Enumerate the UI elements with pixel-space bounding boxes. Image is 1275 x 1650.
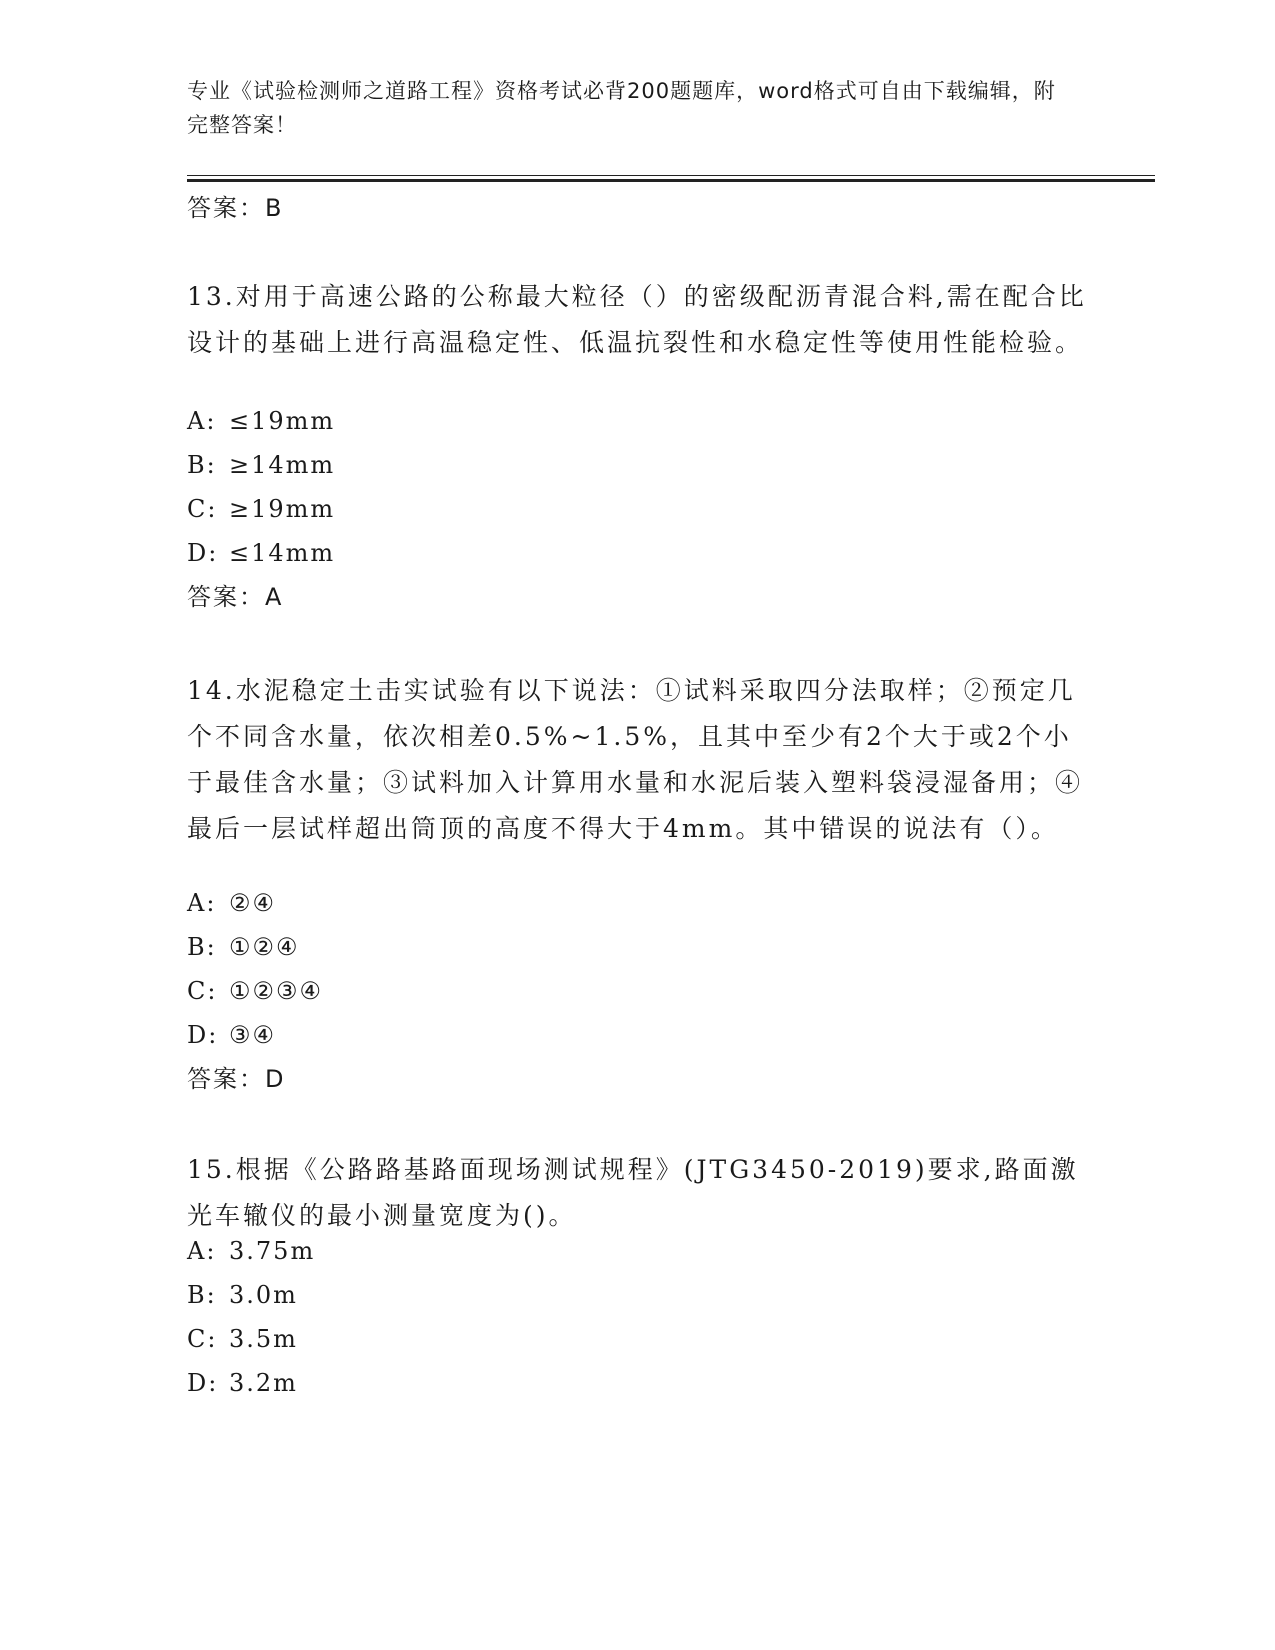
question-13-option-d <box>187 536 335 570</box>
option-text: ≤19mm <box>229 407 336 435</box>
header-divider-thick <box>187 179 1155 182</box>
question-14-option-a <box>187 886 276 920</box>
question-15-option-d <box>187 1366 298 1400</box>
option-label: B: <box>187 1281 217 1309</box>
answer-previous: 答案：B <box>187 194 284 222</box>
question-15-option-a <box>187 1234 315 1268</box>
question-15-option-c <box>187 1322 298 1356</box>
option-text: 3.5m <box>229 1325 298 1353</box>
option-label: D: <box>187 539 219 567</box>
question-15-option-b <box>187 1278 298 1312</box>
question-15-stem: 15.根据《公路路基路面现场测试规程》(JTG3450-2019)要求,路面激光车辙仪的最小测量宽度为()。 <box>187 1155 1079 1230</box>
option-label: C: <box>187 1325 218 1353</box>
question-14-option-c <box>187 974 323 1008</box>
question-13-option-b <box>187 448 335 482</box>
question-13-answer: 答案：A <box>187 583 284 611</box>
option-label: A: <box>187 407 217 435</box>
option-text: ②④ <box>229 889 277 917</box>
option-text: 3.75m <box>229 1237 316 1265</box>
option-text: ≤14mm <box>229 539 336 567</box>
option-label: D: <box>187 1369 219 1397</box>
option-text: ③④ <box>229 1021 277 1049</box>
question-13-stem: 13.对用于高速公路的公称最大粒径（）的密级配沥青混合料,需在配合比设计的基础上进行高温稳定性、低温抗裂性和水稳定性等使用性能检验。 <box>187 282 1087 357</box>
option-text: 3.0m <box>229 1281 298 1309</box>
question-14-answer: 答案：D <box>187 1065 286 1093</box>
document-header: 专业《试验检测师之道路工程》资格考试必背200题题库，word格式可自由下载编辑，附完整答案！ <box>187 79 1056 137</box>
option-label: B: <box>187 933 217 961</box>
question-14-stem: 14.水泥稳定土击实试验有以下说法：①试料采取四分法取样；②预定几个不同含水量，依次相差0.5%~1.5%，且其中至少有2个大于或2个小于最佳含水量；③试料加入计算用水量和水泥后装入塑料袋浸湿备用；④最后一层试样超出筒顶的高度不得大于4mm。其中错误的说法有（）。 <box>187 676 1084 843</box>
option-text: ①②③④ <box>229 977 324 1005</box>
option-text: ≥19mm <box>229 495 336 523</box>
question-14-option-d <box>187 1018 276 1052</box>
option-label: A: <box>187 1237 217 1265</box>
question-14-option-b <box>187 930 300 964</box>
option-text: ①②④ <box>229 933 300 961</box>
question-13-option-c <box>187 492 335 526</box>
option-label: B: <box>187 451 217 479</box>
question-13-option-a <box>187 404 335 438</box>
option-text: 3.2m <box>229 1369 298 1397</box>
option-text: ≥14mm <box>229 451 336 479</box>
option-label: A: <box>187 889 217 917</box>
option-label: C: <box>187 495 218 523</box>
option-label: D: <box>187 1021 219 1049</box>
header-divider-thin <box>187 175 1155 176</box>
option-label: C: <box>187 977 218 1005</box>
